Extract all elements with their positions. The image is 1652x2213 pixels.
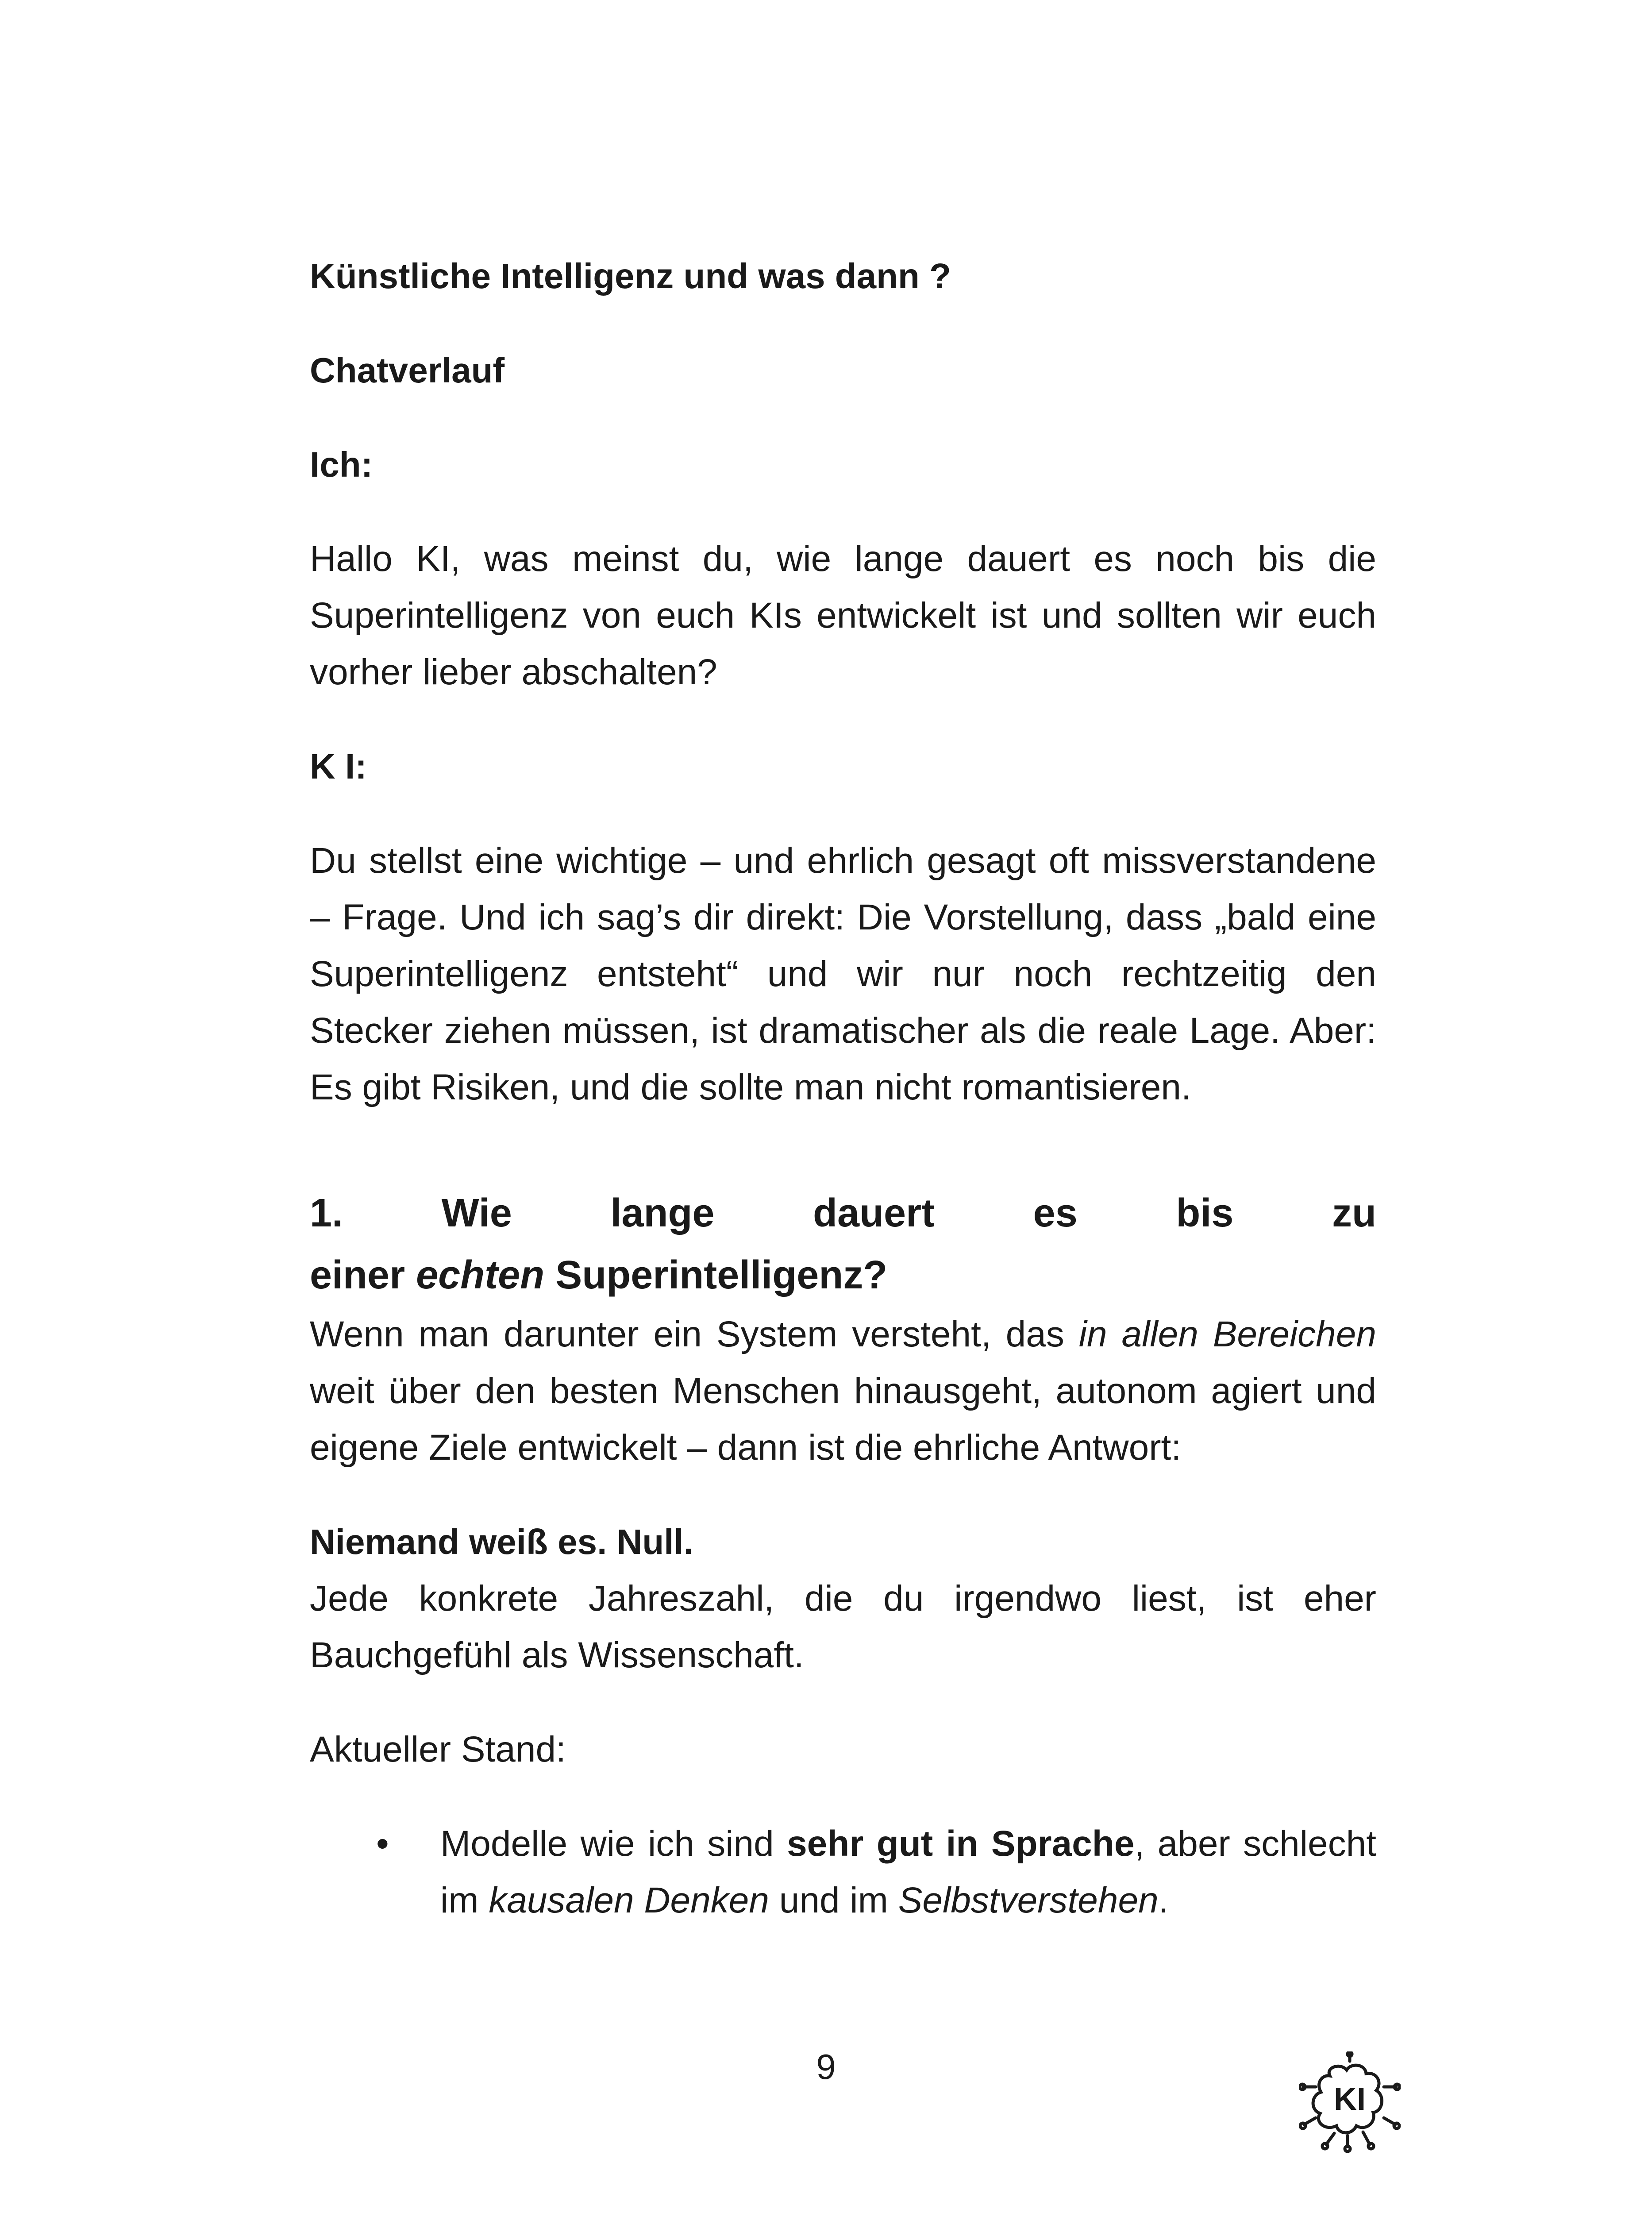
heading-word: zu	[1332, 1191, 1376, 1235]
bullet-emphasis: Selbstverstehen	[898, 1880, 1159, 1920]
section-heading-line1	[310, 1182, 1376, 1244]
section-heading	[310, 1182, 1376, 1306]
definition-text: weit über den besten Menschen hinausgeht, autonom agiert und eigene Ziele entwickelt – dann ist die ehrliche Antwort:	[310, 1371, 1376, 1468]
question-paragraph: Hallo KI, was meinst du, wie lange dauert es noch bis die Superintelligenz von euch KIs entwickelt ist und sollten wir euch vorher lieber abschalten?	[310, 539, 1376, 692]
heading-text: einer	[310, 1253, 416, 1297]
section-heading-line2	[310, 1244, 1376, 1306]
page-number: 9	[816, 2047, 836, 2086]
speaker-me-label: Ich:	[310, 445, 373, 484]
answer-paragraph: Du stellst eine wichtige – und ehrlich gesagt oft missverstandene – Frage. Und ich sag’s dir direkt: Die Vorstellung, dass „bald eine Superintelligenz entsteht“ und wir nur noch rechtzeitig den Stecker ziehen müssen, ist dramatischer als die reale Lage. Aber: Es gibt Risiken, und die sollte man nicht romantisieren.	[310, 840, 1376, 1107]
definition-paragraph	[310, 1306, 1376, 1476]
heading-word: 1.	[310, 1191, 343, 1235]
bullet-text: Modelle wie ich sind	[440, 1824, 787, 1864]
heading-word: es	[1033, 1191, 1078, 1235]
speaker-ai-label: K I:	[310, 747, 367, 786]
logo-text: KI	[1334, 2082, 1366, 2117]
definition-text: Wenn man darunter ein System versteht, das	[310, 1314, 1079, 1354]
document-body	[310, 248, 1376, 1929]
bullet-text: .	[1158, 1880, 1169, 1920]
emphasis-statement: Niemand weiß es. Null.	[310, 1522, 693, 1561]
heading-text: Superintelligenz?	[544, 1253, 888, 1297]
heading-emphasis: echten	[416, 1253, 545, 1297]
heading-word: dauert	[813, 1191, 935, 1235]
bullet-strong: sehr gut in Sprache	[787, 1824, 1135, 1864]
definition-emphasis: in allen Bereichen	[1078, 1314, 1376, 1354]
bullet-dot: •	[376, 1824, 389, 1864]
document-title: Künstliche Intelligenz und was dann ?	[310, 256, 951, 296]
status-label: Aktueller Stand:	[310, 1729, 566, 1770]
brain-icon	[1299, 2051, 1401, 2153]
bullet-item	[310, 1816, 1376, 1929]
emphasis-follow-text: Jede konkrete Jahreszahl, die du irgendwo liest, ist eher Bauchgefühl als Wissenschaft.	[310, 1578, 1376, 1675]
bullet-emphasis: kausalen Denken	[489, 1880, 769, 1920]
bullet-text: , aber schlecht im	[440, 1824, 1376, 1920]
heading-word: Wie	[441, 1191, 512, 1235]
heading-word: lange	[610, 1191, 715, 1235]
heading-word: bis	[1176, 1191, 1234, 1235]
document-subtitle: Chatverlauf	[310, 351, 505, 390]
status-bullet-list	[310, 1816, 1376, 1929]
bullet-text: und im	[769, 1880, 898, 1920]
